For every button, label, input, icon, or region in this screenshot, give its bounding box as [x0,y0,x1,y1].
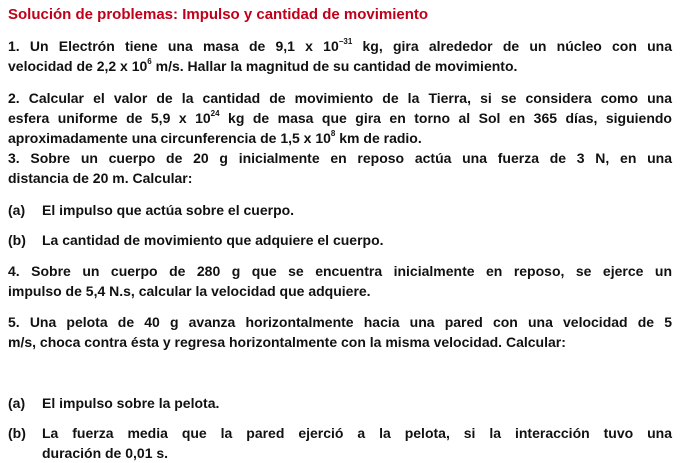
problem-4-line-2: impulso de 5,4 N.s, calcular la velocidad que adquiere. [8,283,371,299]
page-title: Solución de problemas: Impulso y cantidad de movimiento [8,6,429,23]
problem-1-line-2: velocidad de 2,2 x $10^6$ m/s. Hallar la magnitud de su cantidad de movimiento. [8,57,518,74]
item-text: El impulso sobre la pelota. [42,395,220,411]
problem-1 [8,36,672,76]
item-marker: (b) [8,425,26,441]
problem-5 [8,312,672,352]
problem-1-line-1: 1. Un Electrón tiene una masa de 9,1 x $10^{-31}$ kg, gira alrededor de un núcleo con una [8,37,672,54]
item-marker: (a) [8,202,26,218]
item-text-line-2: duración de 0,01 s. [42,445,169,461]
problem-4-line-1: 4. Sobre un cuerpo de 280 g que se encuentra inicialmente en reposo, se ejerce un [8,263,672,279]
problem-4 [8,261,672,301]
problem-3-item-a [8,200,294,220]
item-marker: (a) [8,395,26,411]
item-text-line-1: La fuerza media que la pared ejerció a la pelota, si la interacción tuvo una [42,425,672,441]
item-text: El impulso que actúa sobre el cuerpo. [42,202,295,218]
problem-5-item-a [8,393,219,413]
item-marker: (b) [8,232,26,248]
problem-3 [8,148,672,188]
problem-3-line-2: distancia de 20 m. Calcular: [8,170,193,186]
problem-3-item-b [8,230,384,250]
item-text: La cantidad de movimiento que adquiere el cuerpo. [42,232,384,248]
problem-3-line-1: 3. Sobre un cuerpo de 20 g inicialmente en reposo actúa una fuerza de 3 N, en una [8,150,672,166]
problem-2-line-1: 2. Calcular el valor de la cantidad de movimiento de la Tierra, si se considera como una [8,90,672,106]
problem-5-line-2: m/s, choca contra ésta y regresa horizontalmente con la misma velocidad. Calcular: [8,334,566,350]
problem-5-item-b [8,423,672,463]
problem-2-line-2: esfera uniforme de 5,9 x $10^{24}$ kg de masa que gira en torno al Sol en 365 días, siguiendo [8,109,672,126]
item-text [42,423,672,463]
problem-5-line-1: 5. Una pelota de 40 g avanza horizontalmente hacia una pared con una velocidad de 5 [8,314,672,330]
problem-2 [8,88,672,148]
problem-2-line-3: aproximadamente una circunferencia de 1,5 x $10^8$ km de radio. [8,129,422,146]
